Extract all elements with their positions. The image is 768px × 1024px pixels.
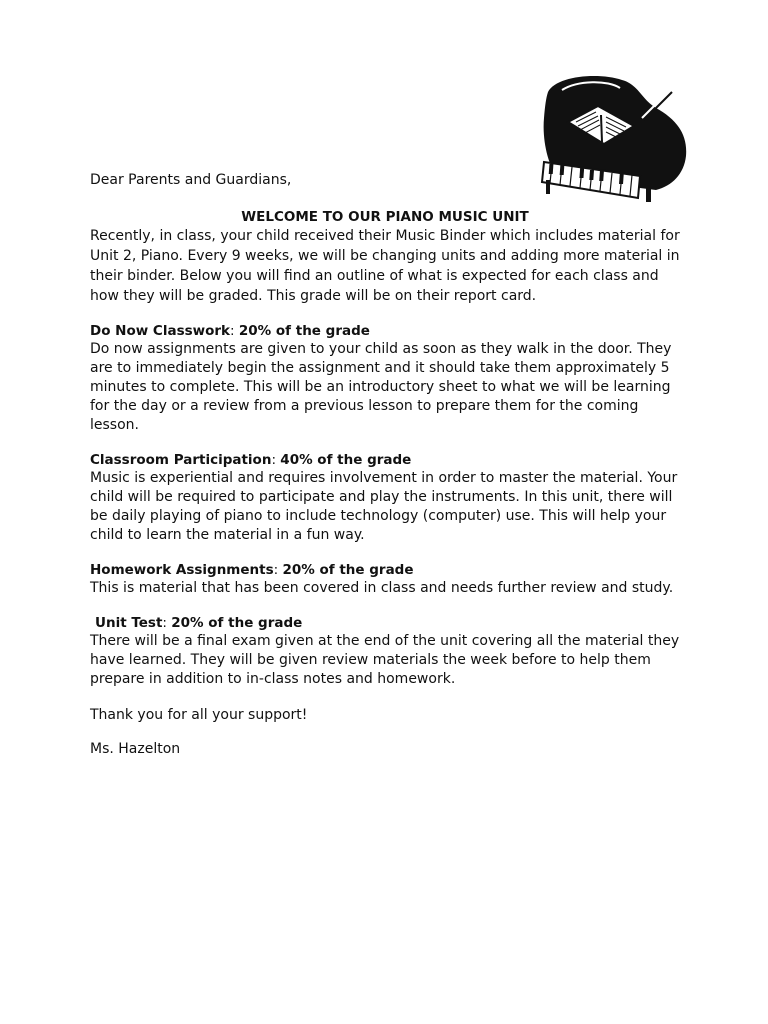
section-grade-weight: 20% of the grade xyxy=(282,562,414,578)
section-participation xyxy=(90,451,680,545)
section-body: There will be a final exam given at the end of the unit covering all the material they have learned. They will be given review materials the week before to help them prepare in addition to in-class notes and homework. xyxy=(90,633,680,687)
section-heading xyxy=(90,451,680,469)
section-separator: : xyxy=(271,452,281,468)
section-title: Homework Assignments xyxy=(90,562,274,578)
section-title: Unit Test xyxy=(95,615,163,631)
section-separator: : xyxy=(162,615,172,631)
section-separator: : xyxy=(273,562,283,578)
section-separator: : xyxy=(230,323,239,339)
letter-title: WELCOME TO OUR PIANO MUSIC UNIT xyxy=(241,209,529,225)
intro-paragraph: Recently, in class, your child received their Music Binder which includes material for Unit 2, Piano. Every 9 weeks, we will be changing units and adding more material in their binder. Below you will find an outline of what is expected for each class and how they will be graded. This grade will be on their report card. xyxy=(90,228,680,304)
section-body: This is material that has been covered in class and needs further review and study. xyxy=(90,580,674,596)
section-heading xyxy=(90,614,680,632)
section-heading xyxy=(90,561,680,579)
section-do-now xyxy=(90,322,680,435)
section-grade-weight: 20% of the grade xyxy=(171,615,303,631)
section-title: Do Now Classwork xyxy=(90,323,231,339)
section-body: Do now assignments are given to your child as soon as they walk in the door. They are to immediately begin the assignment and it should take them approximately 5 minutes to complete. This will be an introductory sheet to what we will be learning for the day or a review from a previous lesson to prepare them for the coming lesson. xyxy=(90,341,672,433)
salutation: Dear Parents and Guardians, xyxy=(90,172,292,188)
section-grade-weight: 20% of the grade xyxy=(238,323,370,339)
closing-line: Thank you for all your support! xyxy=(90,707,308,723)
section-grade-weight: 40% of the grade xyxy=(280,452,412,468)
section-title: Classroom Participation xyxy=(90,452,272,468)
signature: Ms. Hazelton xyxy=(90,741,181,757)
letter-body xyxy=(90,170,680,759)
section-body: Music is experiential and requires involvement in order to master the material. Your child will be required to participate and play the instruments. In this unit, there will be daily playing of piano to include technology (computer) use. This will help your child to learn the material in a fun way. xyxy=(90,470,678,543)
section-heading xyxy=(90,322,680,340)
section-unit-test xyxy=(90,614,680,689)
section-homework xyxy=(90,561,680,598)
